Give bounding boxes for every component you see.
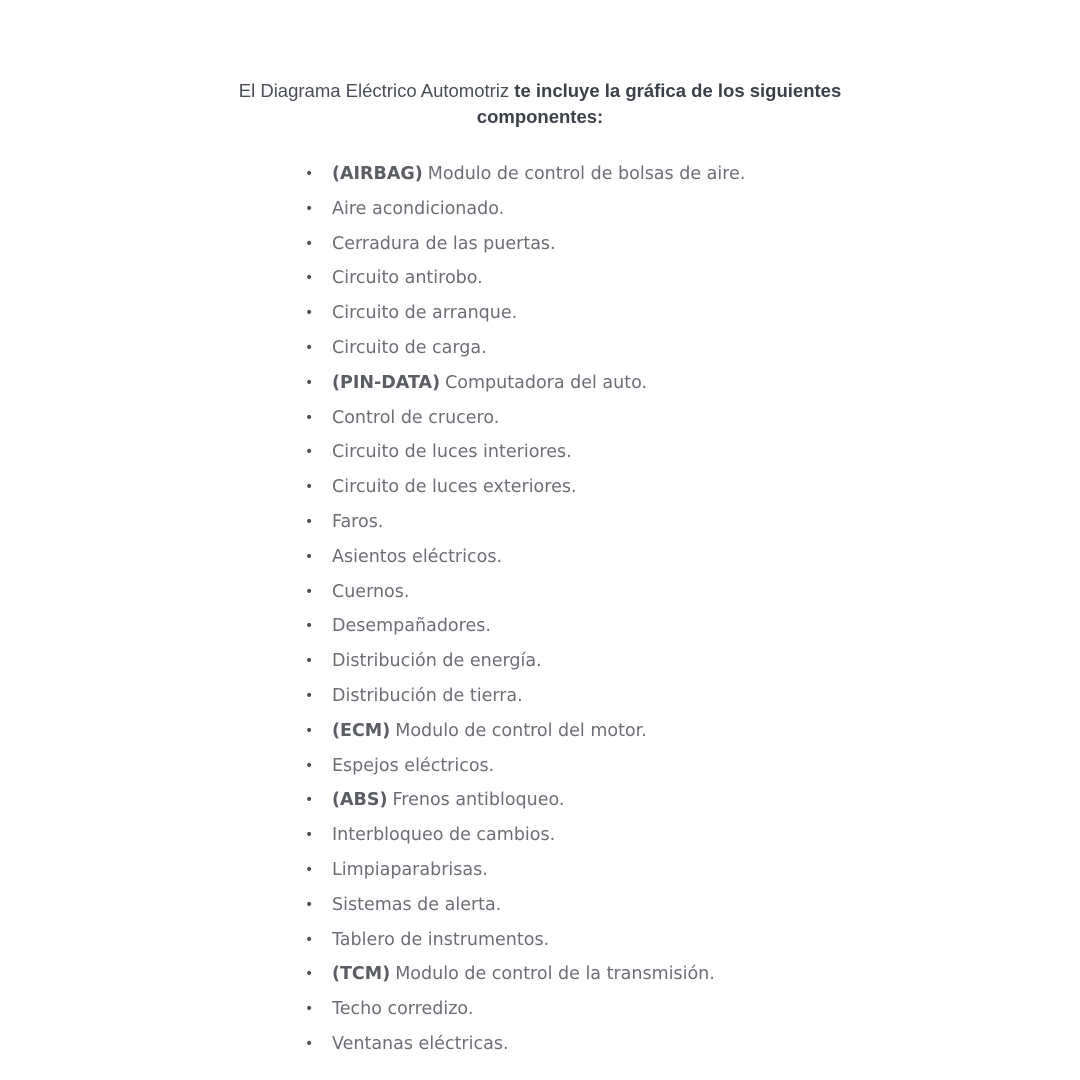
list-item: [305, 470, 745, 505]
component-label: Computadora del auto.: [445, 372, 648, 393]
bullet-icon: •: [305, 896, 314, 913]
component-label: Tablero de instrumentos.: [332, 929, 550, 950]
bullet-icon: •: [305, 548, 314, 565]
bullet-icon: •: [305, 166, 314, 182]
bullet-icon: •: [305, 861, 314, 878]
component-label: Limpiaparabrisas.: [332, 859, 488, 880]
component-label: Control de crucero.: [332, 407, 500, 428]
bullet-icon: •: [305, 722, 314, 739]
list-item: [305, 818, 745, 853]
list-item: [305, 644, 745, 679]
bullet-icon: •: [305, 1001, 314, 1018]
list-item: [305, 505, 745, 540]
components-list: [305, 157, 745, 1062]
component-label: Modulo de control del motor.: [395, 720, 647, 741]
component-label: Distribución de tierra.: [332, 685, 523, 706]
list-item: [305, 1027, 745, 1062]
bullet-icon: •: [305, 583, 314, 600]
component-code: (ECM): [332, 720, 391, 741]
component-label: Cuernos.: [332, 581, 410, 602]
bullet-icon: •: [305, 235, 314, 252]
bullet-icon: •: [305, 479, 314, 496]
component-label: Circuito de carga.: [332, 337, 487, 358]
intro-bold-text-continued: componentes:: [476, 106, 604, 127]
bullet-icon: •: [305, 687, 314, 704]
component-label: Circuito de luces exteriores.: [332, 477, 577, 498]
list-item: [305, 923, 745, 958]
list-item: [305, 261, 745, 296]
list-item: [305, 609, 745, 644]
intro-paragraph: [0, 78, 1080, 130]
component-label: Cerradura de las puertas.: [332, 233, 556, 254]
bullet-icon: •: [305, 513, 314, 530]
component-label: Circuito de arranque.: [332, 303, 518, 324]
component-code: (PIN-DATA): [332, 372, 441, 393]
list-item: [305, 192, 745, 227]
list-item: [305, 401, 745, 436]
list-item: [305, 679, 745, 714]
bullet-icon: •: [305, 757, 314, 774]
list-item: [305, 540, 745, 575]
list-item: [305, 957, 745, 992]
list-item: [305, 227, 745, 262]
list-item: [305, 714, 745, 749]
component-label: Desempañadores.: [332, 616, 491, 637]
component-label: Interbloqueo de cambios.: [332, 825, 556, 846]
component-label: Sistemas de alerta.: [332, 894, 502, 915]
list-item: [305, 435, 745, 470]
component-code: (ABS): [332, 790, 388, 811]
component-label: Circuito de luces interiores.: [332, 442, 572, 463]
intro-bold-text: te incluye la gráfica de los siguientes: [514, 80, 842, 101]
list-item: [305, 575, 745, 610]
intro-text: El Diagrama Eléctrico Automotriz: [238, 80, 515, 101]
component-label: Espejos eléctricos.: [332, 755, 495, 776]
bullet-icon: •: [305, 409, 314, 426]
component-code: (TCM): [332, 964, 391, 985]
list-item: [305, 783, 745, 818]
list-item: [305, 331, 745, 366]
component-label: Asientos eléctricos.: [332, 546, 503, 567]
list-item: [305, 157, 745, 192]
list-item: [305, 366, 745, 401]
bullet-icon: •: [305, 827, 314, 844]
component-label: Modulo de control de bolsas de aire.: [427, 164, 746, 184]
component-label: Techo corredizo.: [332, 999, 474, 1020]
component-label: Aire acondicionado.: [332, 198, 505, 219]
list-item: [305, 296, 745, 331]
component-label: Frenos antibloqueo.: [392, 790, 565, 811]
bullet-icon: •: [305, 966, 314, 983]
bullet-icon: •: [305, 618, 314, 635]
bullet-icon: •: [305, 305, 314, 322]
bullet-icon: •: [305, 931, 314, 948]
bullet-icon: •: [305, 653, 314, 670]
list-item: [305, 888, 745, 923]
list-item: [305, 853, 745, 888]
bullet-icon: •: [305, 374, 314, 391]
list-item: [305, 992, 745, 1027]
component-label: Modulo de control de la transmisión.: [395, 964, 715, 985]
component-code: (AIRBAG): [332, 164, 423, 184]
bullet-icon: •: [305, 200, 314, 217]
component-label: Circuito antirobo.: [332, 268, 483, 289]
bullet-icon: •: [305, 444, 314, 461]
component-label: Faros.: [332, 511, 384, 532]
component-label: Ventanas eléctricas.: [332, 1033, 509, 1054]
bullet-icon: •: [305, 792, 314, 809]
component-label: Distribución de energía.: [332, 651, 542, 672]
list-item: [305, 749, 745, 784]
bullet-icon: •: [305, 339, 314, 356]
bullet-icon: •: [305, 1035, 314, 1052]
bullet-icon: •: [305, 270, 314, 287]
